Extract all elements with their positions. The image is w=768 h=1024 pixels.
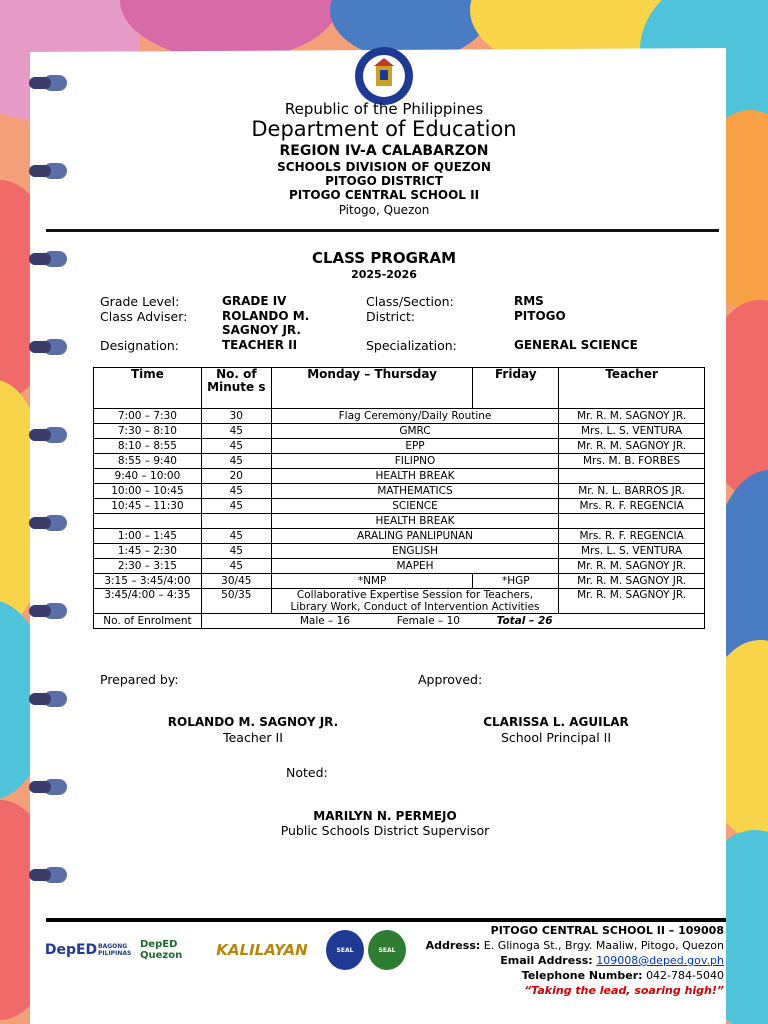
deped-seal-logo — [354, 46, 414, 106]
subject-line1: Collaborative Expertise Session for Teachers, — [296, 589, 534, 601]
specialization-label: Specialization: — [366, 338, 457, 353]
district-text: PITOGO DISTRICT — [325, 174, 443, 188]
cell-minutes: 45 — [201, 454, 271, 469]
cell-teacher: Mr. R. M. SAGNOY JR. — [559, 574, 705, 589]
cell-time — [94, 514, 202, 529]
cell-subject — [271, 589, 558, 614]
kalilayan-logo: KALILAYAN — [216, 941, 308, 959]
cell-teacher: Mrs. R. F. REGENCIA — [559, 529, 705, 544]
cell-subject: GMRC — [271, 424, 558, 439]
cell-subject: Flag Ceremony/Daily Routine — [271, 409, 558, 424]
grade-level-value: GRADE IV — [222, 294, 287, 308]
page-title: CLASS PROGRAM — [311, 249, 457, 267]
noted-name: MARILYN N. PERMEJO — [313, 809, 457, 823]
adviser-value-line1: ROLANDO M. — [222, 309, 310, 323]
col-header-teacher: Teacher — [559, 368, 705, 409]
cell-teacher: Mr. R. M. SAGNOY JR. — [559, 439, 705, 454]
enrolment-values — [201, 614, 704, 629]
binder-ring — [40, 688, 70, 710]
binder-ring — [40, 336, 70, 358]
region-text: REGION IV-A CALABARZON — [279, 143, 489, 159]
cell-minutes: 30 — [201, 409, 271, 424]
school-year: 2025-2026 — [351, 268, 417, 281]
specialization-value: GENERAL SCIENCE — [514, 338, 638, 352]
footer-school-id: PITOGO CENTRAL SCHOOL II – 109008 — [490, 924, 724, 937]
cell-teacher — [559, 514, 705, 529]
prepared-title: Teacher II — [223, 730, 283, 745]
prepared-name: ROLANDO M. SAGNOY JR. — [167, 715, 339, 729]
table-row — [94, 529, 705, 544]
col-header-mon-thu: Monday – Thursday — [271, 368, 473, 409]
cell-subject: HEALTH BREAK — [271, 514, 558, 529]
cell-minutes: 50/35 — [201, 589, 271, 614]
cell-teacher: Mrs. L. S. VENTURA — [559, 424, 705, 439]
noted-label: Noted: — [286, 765, 328, 780]
cell-minutes: 45 — [201, 559, 271, 574]
subject-line2: Library Work, Conduct of Intervention Activities — [290, 601, 540, 613]
footer-phone — [522, 969, 724, 982]
table-row — [94, 544, 705, 559]
cell-time: 8:55 – 9:40 — [94, 454, 202, 469]
approved-label: Approved: — [418, 672, 483, 687]
deped-logo: DepED — [44, 942, 98, 958]
adviser-value-line2: SAGNOY JR. — [222, 323, 301, 337]
cell-minutes: 30/45 — [201, 574, 271, 589]
cell-minutes — [201, 514, 271, 529]
grade-level-label: Grade Level: — [100, 294, 180, 309]
prepared-by-label: Prepared by: — [100, 672, 179, 687]
cell-teacher: Mr. R. M. SAGNOY JR. — [559, 409, 705, 424]
cell-subject: SCIENCE — [271, 499, 558, 514]
cell-subject: EPP — [271, 439, 558, 454]
designation-label: Designation: — [100, 338, 179, 353]
table-row — [94, 484, 705, 499]
bagong-pilipinas-logo: BAGONG PILIPINAS — [98, 943, 132, 957]
email-link[interactable]: 109008@deped.gov.ph — [596, 954, 724, 967]
designation-value: TEACHER II — [222, 338, 298, 352]
cell-time: 7:00 – 7:30 — [94, 409, 202, 424]
col-header-friday: Friday — [473, 368, 559, 409]
division-text: SCHOOLS DIVISION OF QUEZON — [277, 160, 491, 174]
cell-time: 1:45 – 2:30 — [94, 544, 202, 559]
cell-time: 9:40 – 10:00 — [94, 469, 202, 484]
cell-minutes: 45 — [201, 484, 271, 499]
noted-title: Public Schools District Supervisor — [280, 823, 490, 838]
address-label: Address: — [425, 939, 481, 952]
table-row — [94, 439, 705, 454]
class-section-value: RMS — [514, 294, 544, 308]
table-row — [94, 559, 705, 574]
address-value: E. Glinoga St., Brgy. Maaliw, Pitogo, Quezon — [483, 939, 724, 952]
cell-teacher: Mr. N. L. BARROS JR. — [559, 484, 705, 499]
cell-teacher — [559, 469, 705, 484]
table-row — [94, 454, 705, 469]
enrolment-label: No. of Enrolment — [94, 614, 202, 629]
cell-minutes: 20 — [201, 469, 271, 484]
cell-minutes: 45 — [201, 499, 271, 514]
cell-subject: ARALING PANLIPUNAN — [271, 529, 558, 544]
cell-teacher: Mr. R. M. SAGNOY JR. — [559, 559, 705, 574]
cell-subject: MAPEH — [271, 559, 558, 574]
footer-address — [426, 939, 724, 952]
cell-minutes: 45 — [201, 529, 271, 544]
class-program-table — [93, 367, 705, 629]
binder-ring — [40, 512, 70, 534]
cell-time: 2:30 – 3:15 — [94, 559, 202, 574]
cell-time: 1:00 – 1:45 — [94, 529, 202, 544]
cell-subject: ENGLISH — [271, 544, 558, 559]
cell-mon-thu: *NMP — [271, 574, 473, 589]
cell-teacher: Mrs. R. F. REGENCIA — [559, 499, 705, 514]
approved-title: School Principal II — [500, 730, 612, 745]
adviser-label: Class Adviser: — [100, 309, 188, 324]
cell-subject: HEALTH BREAK — [271, 469, 558, 484]
table-row — [94, 499, 705, 514]
deped-quezon-logo: DepED Quezon — [140, 939, 183, 961]
department-title: Department of Education — [251, 117, 517, 141]
school-seal-logo: SEAL — [368, 930, 406, 970]
table-row — [94, 514, 705, 529]
class-section-label: Class/Section: — [366, 294, 454, 309]
district-label: District: — [366, 309, 416, 324]
cell-minutes: 45 — [201, 439, 271, 454]
district-value: PITOGO — [514, 309, 566, 323]
cell-friday: *HGP — [473, 574, 559, 589]
cell-time: 8:10 – 8:55 — [94, 439, 202, 454]
table-row-last — [94, 589, 705, 614]
col-header-time: Time — [94, 368, 202, 409]
school-text: PITOGO CENTRAL SCHOOL II — [288, 188, 480, 202]
cell-time: 3:15 – 3:45/4:00 — [94, 574, 202, 589]
cell-time: 10:00 – 10:45 — [94, 484, 202, 499]
table-header-row — [94, 368, 705, 409]
cell-teacher: Mrs. M. B. FORBES — [559, 454, 705, 469]
enrolment-female: Female – 10 — [396, 614, 460, 627]
phone-value: 042-784-5040 — [646, 969, 724, 982]
table-row — [94, 409, 705, 424]
footer-motto: “Taking the lead, soaring high!” — [524, 984, 724, 997]
cell-time: 10:45 – 11:30 — [94, 499, 202, 514]
cell-subject: FILIPNO — [271, 454, 558, 469]
header-divider — [46, 229, 719, 232]
approved-name: CLARISSA L. AGUILAR — [483, 715, 629, 729]
cell-time: 7:30 – 8:10 — [94, 424, 202, 439]
table-row — [94, 424, 705, 439]
binder-ring — [40, 864, 70, 886]
cell-teacher: Mr. R. M. SAGNOY JR. — [559, 589, 705, 614]
republic-text: Republic of the Philippines — [284, 100, 484, 118]
footer-email — [500, 954, 724, 967]
enrolment-male: Male – 16 — [299, 614, 351, 627]
municipal-seal-logo: SEAL — [326, 930, 364, 970]
binder-ring — [40, 600, 70, 622]
cell-minutes: 45 — [201, 424, 271, 439]
cell-subject: MATHEMATICS — [271, 484, 558, 499]
binder-ring — [40, 776, 70, 798]
location-text: Pitogo, Quezon — [338, 203, 430, 217]
table-row-enrolment — [94, 614, 705, 629]
footer-divider — [46, 918, 726, 922]
cell-time: 3:45/4:00 – 4:35 — [94, 589, 202, 614]
phone-label: Telephone Number: — [521, 969, 643, 982]
binder-ring — [40, 72, 70, 94]
binder-ring — [40, 424, 70, 446]
enrolment-total: Total – 26 — [496, 614, 553, 627]
table-row — [94, 469, 705, 484]
col-header-minutes: No. of Minute s — [201, 368, 271, 409]
cell-teacher: Mrs. L. S. VENTURA — [559, 544, 705, 559]
cell-minutes: 45 — [201, 544, 271, 559]
table-row-split — [94, 574, 705, 589]
email-label: Email Address: — [500, 954, 593, 967]
